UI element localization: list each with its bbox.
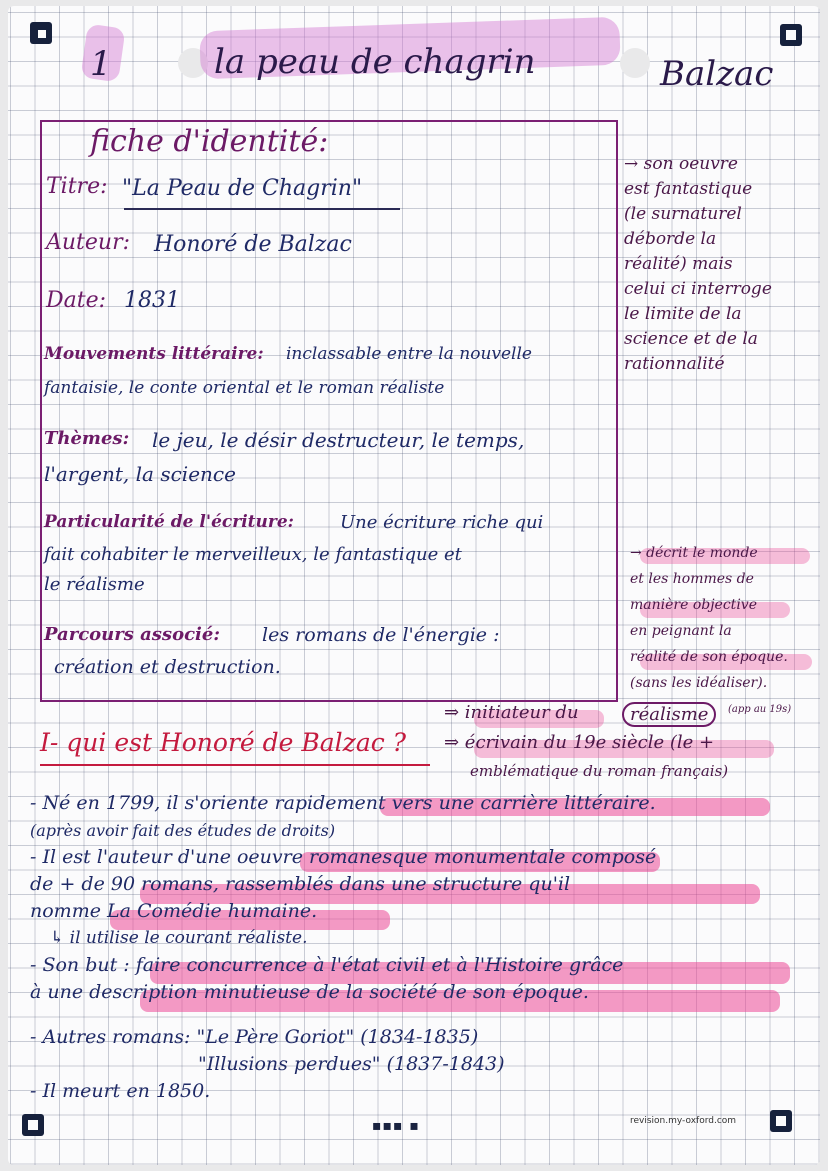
body-line: - Il est l'auteur d'une oeuvre romanesque monumentale composé bbox=[30, 846, 657, 868]
side-note-line: et les hommes de bbox=[630, 571, 754, 587]
themes-line1: le jeu, le désir destructeur, le temps, bbox=[152, 428, 525, 452]
side-note-line: → son oeuvre bbox=[624, 154, 738, 174]
mouvement-line1: inclassable entre la nouvelle bbox=[286, 344, 532, 364]
particularite-label: Particularité de l'écriture: bbox=[44, 512, 294, 532]
body-line: à une description minutieuse de la société de son époque. bbox=[30, 981, 589, 1003]
binder-hole bbox=[620, 48, 650, 78]
body-line: - Autres romans: "Le Père Goriot" (1834-1835) bbox=[30, 1026, 479, 1048]
footer-page-dots: ▪▪▪ ▪ bbox=[372, 1118, 420, 1134]
page-author: Balzac bbox=[660, 54, 774, 94]
body-line: - Son but : faire concurrence à l'état civil et à l'Histoire grâce bbox=[30, 954, 624, 976]
side-note-line: rationnalité bbox=[624, 354, 725, 374]
parcours-line2: création et destruction. bbox=[54, 656, 281, 678]
side-note-line: science et de la bbox=[624, 329, 758, 349]
identity-heading: fiche d'identité: bbox=[90, 124, 329, 159]
auteur-label: Auteur: bbox=[46, 230, 131, 255]
section-heading-underline bbox=[40, 764, 430, 766]
body-line: ↳ il utilise le courant réaliste. bbox=[50, 928, 308, 948]
particularite-line3: le réalisme bbox=[44, 574, 145, 595]
side-note-line: réalité) mais bbox=[624, 254, 733, 274]
body-line: nomme La Comédie humaine. bbox=[30, 900, 318, 922]
page-title: la peau de chagrin bbox=[214, 42, 536, 82]
circled-word-realisme: réalisme bbox=[622, 702, 716, 727]
body-line: de + de 90 romans, rassemblés dans une structure qu'il bbox=[30, 873, 571, 895]
auteur-value: Honoré de Balzac bbox=[154, 232, 352, 257]
body-line: - Né en 1799, il s'oriente rapidement vers une carrière littéraire. bbox=[30, 792, 656, 814]
side-note-right bbox=[630, 540, 788, 696]
arrow-note-1-aside: (app au 19s) bbox=[728, 704, 792, 715]
side-note-line: est fantastique bbox=[624, 179, 753, 199]
parcours-label: Parcours associé: bbox=[44, 624, 220, 645]
side-note-line: le limite de la bbox=[624, 304, 742, 324]
side-note-line: déborde la bbox=[624, 229, 717, 249]
side-note-line: manière objective bbox=[630, 597, 757, 613]
titre-label: Titre: bbox=[46, 174, 108, 199]
date-value: 1831 bbox=[124, 288, 180, 313]
side-note-line: en peignant la bbox=[630, 623, 732, 639]
side-note-top bbox=[624, 152, 772, 377]
themes-line2: l'argent, la science bbox=[44, 462, 236, 486]
particularite-line2: fait cohabiter le merveilleux, le fantastique et bbox=[44, 544, 462, 565]
body-line: "Illusions perdues" (1837-1843) bbox=[198, 1053, 505, 1075]
date-label: Date: bbox=[46, 288, 107, 313]
section-body bbox=[30, 790, 656, 1105]
footer-url: revision.my-oxford.com bbox=[630, 1116, 737, 1126]
side-note-line: (sans les idéaliser). bbox=[630, 675, 768, 691]
page-number: 1 bbox=[90, 44, 112, 84]
themes-label: Thèmes: bbox=[44, 428, 130, 449]
arrow-note-2: ⇒ écrivain du 19e siècle (le + bbox=[444, 732, 715, 753]
arrow-note-1: ⇒ initiateur du bbox=[444, 702, 579, 723]
body-line: - Il meurt en 1850. bbox=[30, 1080, 211, 1102]
arrow-note-2-cont: emblématique du roman français) bbox=[470, 762, 729, 780]
titre-underline bbox=[124, 208, 400, 210]
side-note-line: (le surnaturel bbox=[624, 204, 742, 224]
body-line: (après avoir fait des études de droits) bbox=[30, 821, 336, 840]
mouvement-label: Mouvements littéraire: bbox=[44, 344, 264, 364]
mouvement-line2: fantaisie, le conte oriental et le roman réaliste bbox=[44, 378, 445, 398]
corner-marker-icon bbox=[780, 24, 802, 46]
titre-value: "La Peau de Chagrin" bbox=[122, 176, 363, 201]
corner-marker-icon bbox=[770, 1110, 792, 1132]
side-note-line: → décrit le monde bbox=[630, 545, 758, 561]
side-note-line: réalité de son époque. bbox=[630, 649, 788, 665]
corner-marker-icon bbox=[30, 22, 52, 44]
body-line bbox=[30, 1006, 656, 1024]
parcours-line1: les romans de l'énergie : bbox=[262, 624, 500, 646]
side-note-line: celui ci interroge bbox=[624, 279, 772, 299]
section-heading: I- qui est Honoré de Balzac ? bbox=[40, 728, 407, 757]
corner-marker-icon bbox=[22, 1114, 44, 1136]
particularite-line1: Une écriture riche qui bbox=[340, 512, 544, 533]
